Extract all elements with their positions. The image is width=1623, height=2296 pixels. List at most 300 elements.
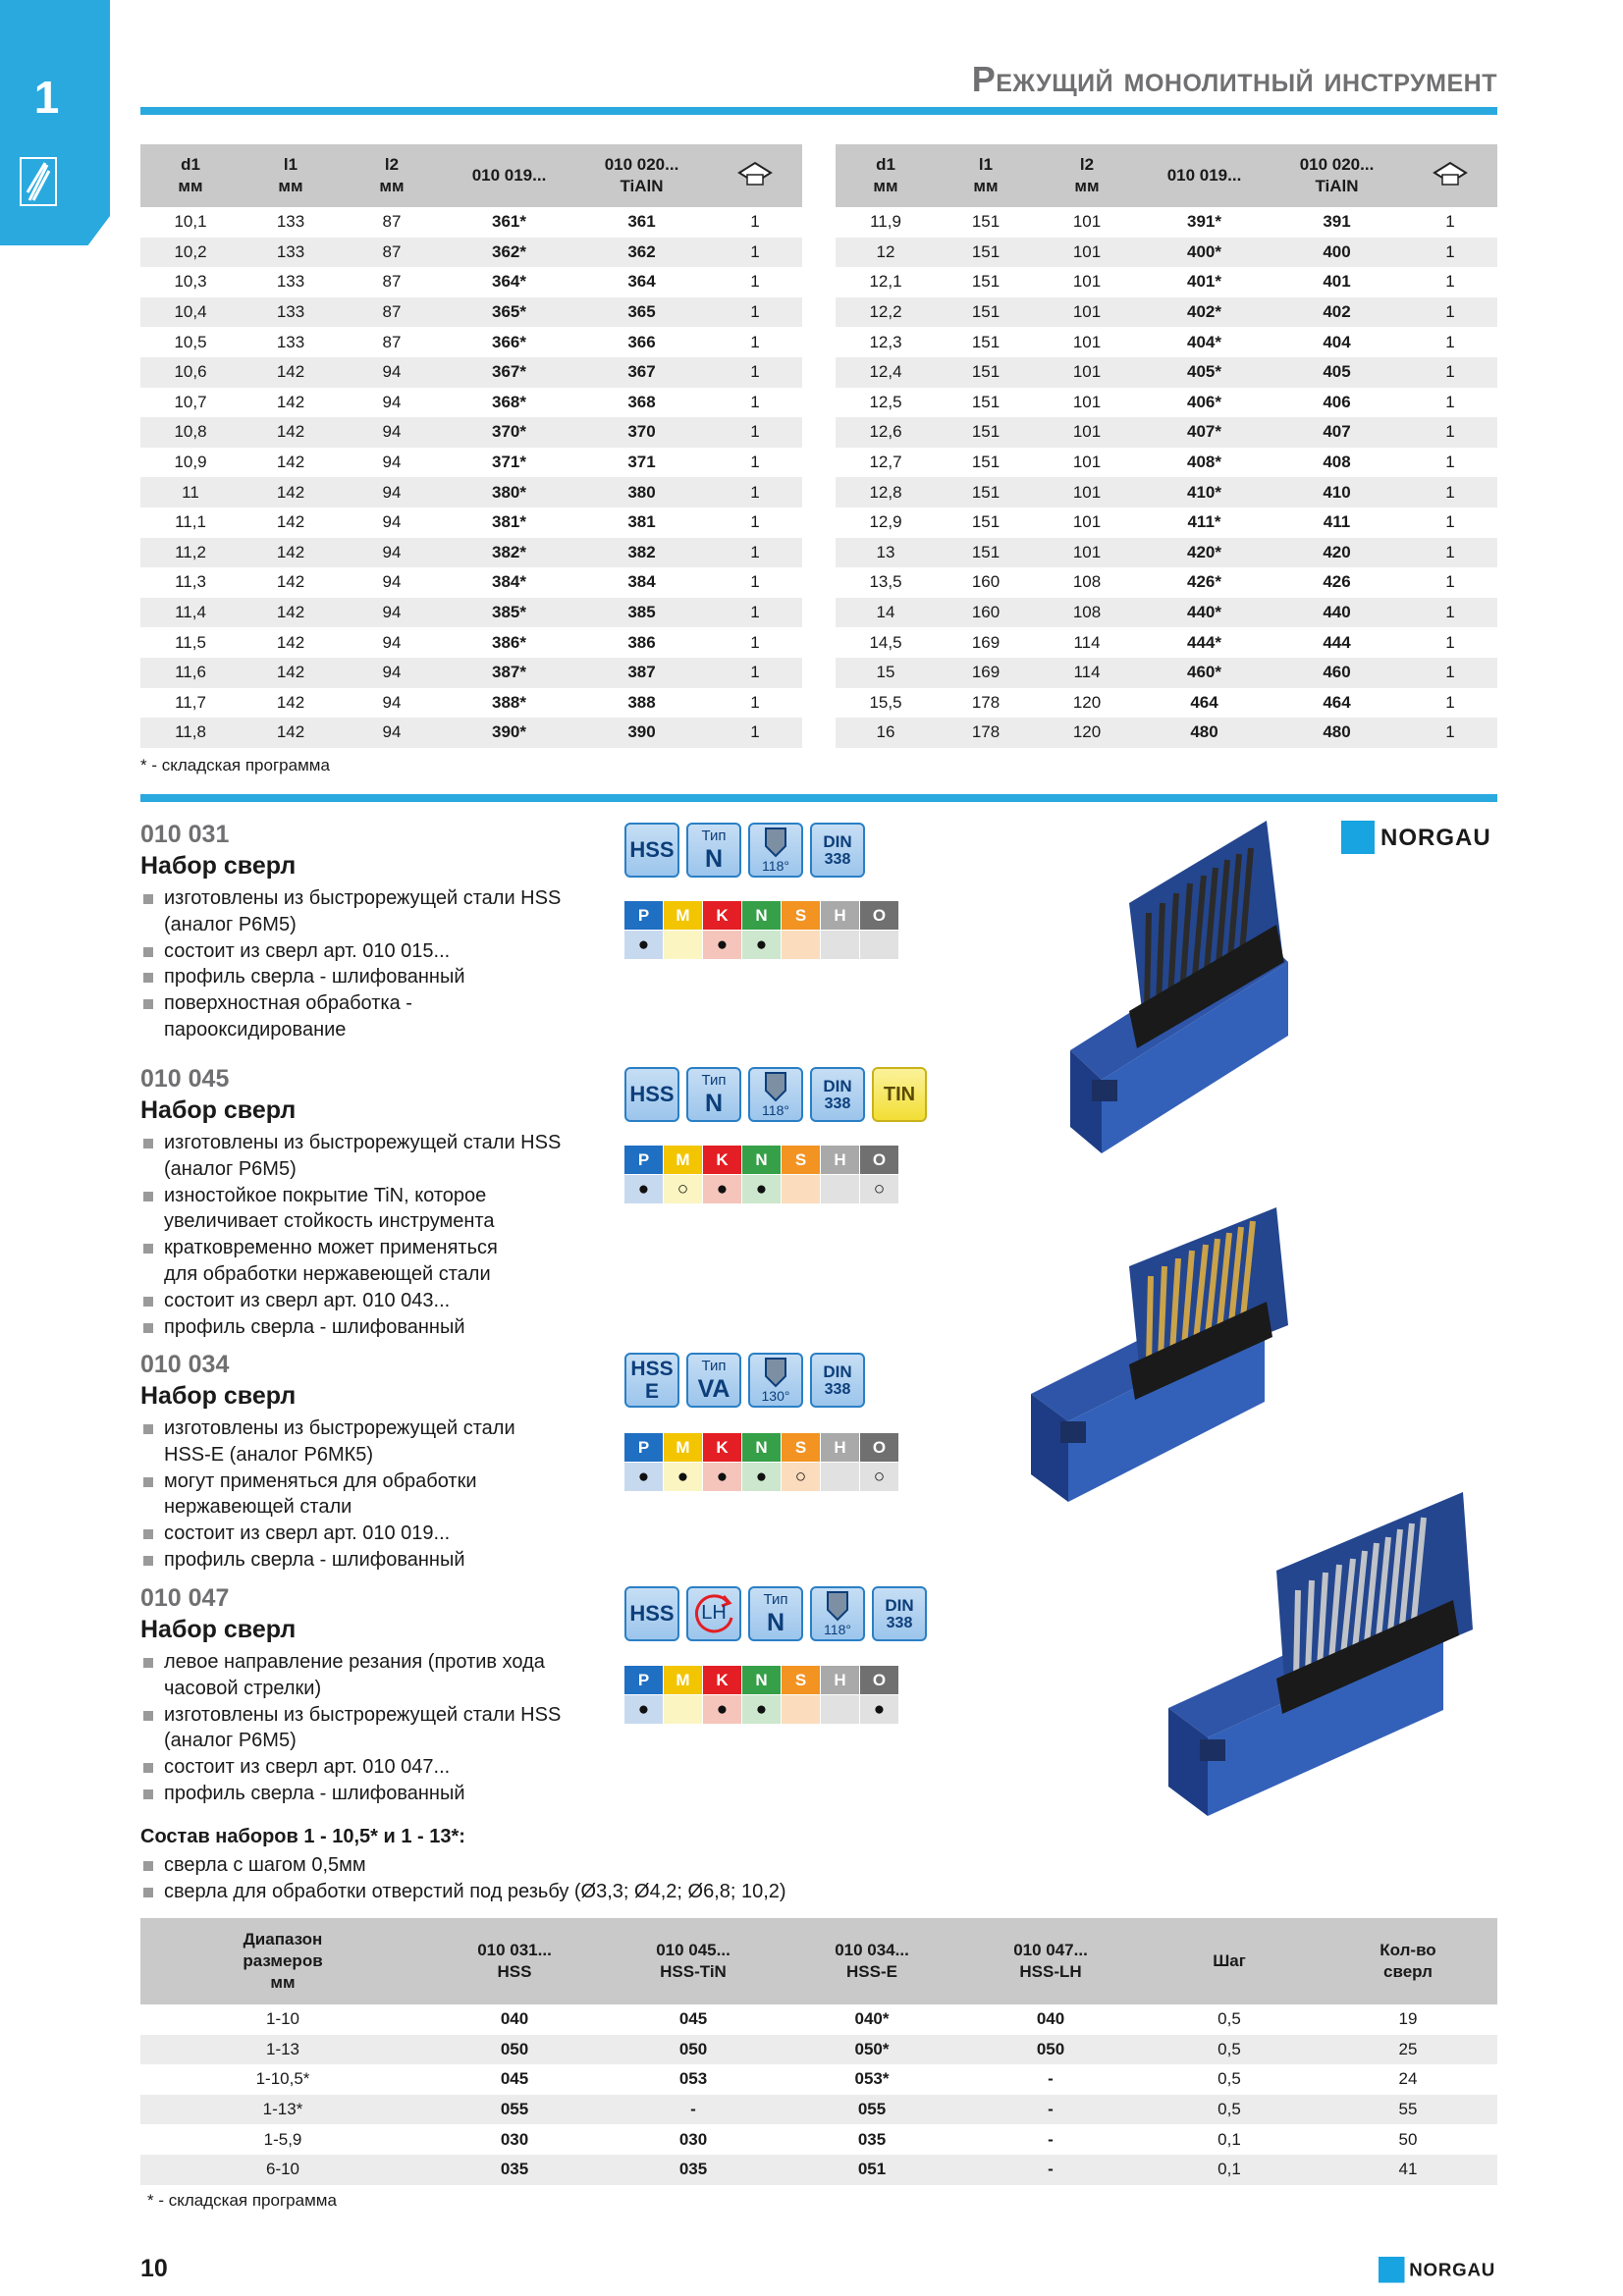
table-cell: 11,1	[175, 512, 206, 532]
table-cell: 120	[1072, 692, 1102, 712]
table-row	[140, 327, 802, 357]
table-cell: 151	[971, 453, 1001, 472]
table-cell: 444	[1323, 632, 1351, 652]
table-cell: 94	[341, 658, 443, 688]
material-S-suitability	[782, 1695, 820, 1724]
table-cell: 0,1	[1217, 2129, 1241, 2149]
table-cell: 406	[1323, 392, 1351, 411]
material-H-suitability	[821, 1175, 859, 1203]
table-cell: 10,1	[174, 212, 207, 232]
table-cell: 045	[500, 2069, 529, 2089]
table-cell: 404	[1323, 332, 1351, 351]
material-S-label: S	[782, 1146, 820, 1174]
section-rule	[140, 794, 1497, 802]
table-cell: 366	[627, 332, 656, 351]
material-O-suitability: ○	[860, 1463, 898, 1491]
composition-item: сверла для обработки отверстий под резьбу (Ø3,3; Ø4,2; Ø6,8; 10,2)	[143, 1879, 929, 1905]
table-row	[140, 448, 802, 478]
table-row	[140, 507, 802, 538]
table-cell: 178	[936, 718, 1036, 748]
material-M-label: M	[664, 1666, 702, 1694]
table-cell: 385*	[443, 598, 575, 628]
drill-set-case-gold-image	[1011, 1207, 1345, 1522]
table-cell: 391	[1323, 212, 1351, 232]
table-cell: 1	[708, 357, 802, 388]
table-cell: 371	[627, 453, 656, 472]
table-row	[140, 357, 802, 388]
table-cell: 41	[1319, 2155, 1497, 2185]
table-cell: 142	[276, 572, 305, 592]
feature-item: профиль сверла - шлифованный	[143, 1314, 634, 1341]
material-S-suitability	[782, 1175, 820, 1203]
table-cell: 1-10	[265, 2009, 300, 2029]
table-row	[836, 327, 1497, 357]
table-cell: 1	[750, 212, 760, 232]
table-cell: 420*	[1138, 538, 1271, 568]
table-cell: 390	[575, 718, 708, 748]
product-name: Набор сверл	[140, 1096, 297, 1124]
drill-table-left	[140, 144, 802, 748]
table-row	[140, 267, 802, 297]
table-cell: 1	[1403, 598, 1497, 628]
table-cell: 440*	[1138, 598, 1271, 628]
table-cell: 55	[1319, 2095, 1497, 2125]
table-cell: 1	[1403, 357, 1497, 388]
table-cell: 040*	[854, 2009, 890, 2029]
logo-square-icon	[1379, 2257, 1405, 2283]
table-cell: 401	[1323, 272, 1351, 292]
table-row	[140, 2155, 1497, 2185]
table-cell: 402*	[1138, 297, 1271, 328]
material-M-label: M	[664, 901, 702, 930]
product-code: 010 047	[140, 1584, 230, 1612]
table-cell: 050	[604, 2035, 783, 2065]
din-badge: DIN 338	[810, 1067, 865, 1122]
table-cell: 404*	[1187, 332, 1221, 351]
table-cell: -	[961, 2155, 1140, 2185]
table-cell: 16	[836, 718, 936, 748]
table-cell: 10,9	[174, 453, 207, 472]
material-N-suitability: ●	[742, 931, 781, 959]
feature-item: профиль сверла - шлифованный	[143, 1781, 634, 1807]
table-cell: -	[961, 2095, 1140, 2125]
table-cell: 160	[971, 572, 1001, 592]
feature-item: (аналог Р6М5)	[164, 1157, 297, 1180]
table-row	[836, 267, 1497, 297]
table-cell: 94	[382, 453, 402, 472]
table-cell: 1	[1403, 658, 1497, 688]
table-cell: 1	[708, 417, 802, 448]
table-cell: 142	[276, 632, 305, 652]
table-cell: 169	[971, 632, 1001, 652]
table-cell: 94	[341, 357, 443, 388]
table-cell: 1	[708, 238, 802, 268]
table-cell: 101	[1036, 357, 1138, 388]
table-cell: 364	[627, 272, 656, 292]
table-cell: 151	[936, 417, 1036, 448]
table-cell: 367*	[443, 357, 575, 388]
table-cell: 11,9	[870, 212, 901, 232]
table-cell: 0,5	[1140, 2095, 1319, 2125]
table-cell: 1	[708, 477, 802, 507]
table-cell: 87	[382, 272, 402, 292]
material-O-suitability: ●	[860, 1695, 898, 1724]
table-cell: 19	[1398, 2009, 1418, 2029]
table-cell: 407	[1271, 417, 1403, 448]
column-header: 010 045... HSS-TiN	[604, 1918, 783, 2004]
table-cell: 053*	[854, 2069, 890, 2089]
page-number: 10	[140, 2255, 168, 2282]
table-cell: 108	[1036, 598, 1138, 628]
table-cell: 142	[241, 598, 341, 628]
material-P-suitability: ●	[624, 1695, 663, 1724]
table-cell: 407*	[1138, 417, 1271, 448]
table-cell: 380*	[443, 477, 575, 507]
table-cell: 1	[1403, 538, 1497, 568]
table-cell: 94	[341, 718, 443, 748]
material-S-label: S	[782, 901, 820, 930]
table-cell: 133	[276, 332, 305, 351]
table-cell: 151	[971, 272, 1001, 292]
table-cell: 87	[382, 212, 402, 232]
table-cell: 1	[1445, 392, 1455, 411]
table-cell: 1	[1403, 477, 1497, 507]
table-cell: 1	[1403, 718, 1497, 748]
table-cell: 11,8	[140, 718, 241, 748]
table-cell: 055	[425, 2095, 604, 2125]
table-row	[836, 507, 1497, 538]
table-cell: 1	[750, 572, 760, 592]
table-row	[836, 297, 1497, 328]
table-cell: 410*	[1138, 477, 1271, 507]
table-cell: 464	[1190, 692, 1218, 712]
header-rule	[140, 107, 1497, 115]
material-P-suitability: ●	[624, 1463, 663, 1491]
table-cell: 101	[1072, 392, 1102, 411]
table-cell: 1-5,9	[263, 2129, 302, 2149]
material-N-label: N	[742, 1146, 781, 1174]
type-badge: Тип VA	[686, 1353, 741, 1408]
table-cell: 14	[836, 598, 936, 628]
material-O-suitability	[860, 931, 898, 959]
table-cell: 051	[783, 2155, 961, 2185]
tin-coating-badge: TIN	[872, 1067, 927, 1122]
table-cell: 101	[1072, 332, 1102, 351]
material-M-suitability	[664, 1695, 702, 1724]
table-cell: 1	[750, 272, 760, 292]
table-cell: 405	[1271, 357, 1403, 388]
table-cell: 380	[575, 477, 708, 507]
table-cell: 1	[1445, 453, 1455, 472]
product-features	[143, 1415, 634, 1574]
material-K-suitability: ●	[703, 931, 741, 959]
table-cell: 50	[1398, 2129, 1418, 2149]
table-row	[836, 627, 1497, 658]
table-cell: 178	[971, 692, 1001, 712]
table-cell: 12,3	[869, 332, 902, 351]
table-row	[836, 477, 1497, 507]
stock-note: * - складская программа	[140, 756, 330, 774]
table-cell: 15	[836, 658, 936, 688]
feature-item: для обработки нержавеющей стали	[164, 1262, 491, 1285]
table-row	[140, 2035, 1497, 2065]
table-cell: 1	[708, 718, 802, 748]
table-cell: 94	[382, 572, 402, 592]
table-cell: 1	[708, 598, 802, 628]
column-header: 010 020... TiAlN	[1271, 144, 1403, 207]
product-features	[143, 1649, 634, 1807]
table-row	[140, 688, 802, 719]
chapter-number: 1	[33, 72, 60, 123]
material-N-label: N	[742, 901, 781, 930]
product-name: Набор сверл	[140, 1616, 297, 1643]
material-P-suitability: ●	[624, 931, 663, 959]
table-cell: 035	[425, 2155, 604, 2185]
table-cell: 030	[500, 2129, 529, 2149]
table-cell: 362	[575, 238, 708, 268]
table-cell: 108	[1072, 572, 1102, 592]
table-cell: 142	[241, 477, 341, 507]
material-H-label: H	[821, 1433, 859, 1462]
table-row	[836, 388, 1497, 418]
table-cell: 402	[1271, 297, 1403, 328]
material-P-label: P	[624, 1666, 663, 1694]
feature-item: состоит из сверл арт. 010 047...	[143, 1754, 634, 1781]
feature-item: состоит из сверл арт. 010 015...	[143, 938, 634, 965]
table-cell: 050	[961, 2035, 1140, 2065]
table-cell: 1	[708, 538, 802, 568]
table-cell: 11,3	[175, 572, 206, 592]
type-badge: Тип N	[686, 823, 741, 878]
table-cell: 87	[341, 297, 443, 328]
table-cell: 1	[1445, 632, 1455, 652]
table-cell: 142	[241, 658, 341, 688]
din-badge: DIN 338	[810, 823, 865, 878]
table-cell: 381	[627, 512, 656, 532]
table-cell: 386*	[492, 632, 526, 652]
feature-item: увеличивает стойкость инструмента	[164, 1210, 495, 1233]
table-cell: 101	[1036, 538, 1138, 568]
feature-item: изготовлены из быстрорежущей стали HSS	[143, 1702, 634, 1729]
table-cell: 114	[1036, 658, 1138, 688]
table-cell: 386	[627, 632, 656, 652]
table-row	[140, 2004, 1497, 2035]
table-cell: 142	[276, 512, 305, 532]
table-cell: 12,4	[836, 357, 936, 388]
table-cell: 1	[1403, 297, 1497, 328]
table-cell: 426*	[1187, 572, 1221, 592]
hss-badge: HSS	[624, 1067, 679, 1122]
material-K-label: K	[703, 901, 741, 930]
table-row	[140, 207, 802, 238]
table-cell: 12,8	[836, 477, 936, 507]
table-cell: 387*	[443, 658, 575, 688]
table-cell: 1	[1445, 272, 1455, 292]
column-header: 010 047... HSS-LH	[961, 1918, 1140, 2004]
table-cell: 101	[1036, 297, 1138, 328]
table-cell: 114	[1073, 632, 1101, 652]
feature-item: левое направление резания (против хода	[143, 1649, 634, 1676]
table-cell: 440	[1271, 598, 1403, 628]
table-cell: 10,8	[140, 417, 241, 448]
product-features	[143, 1130, 634, 1340]
table-row	[140, 2064, 1497, 2095]
product-code: 010 031	[140, 821, 230, 848]
table-cell: 385	[575, 598, 708, 628]
table-cell: 142	[276, 453, 305, 472]
column-header: l2 мм	[341, 144, 443, 207]
table-cell: 11,7	[175, 692, 206, 712]
drill-table-right	[836, 144, 1497, 748]
table-cell: 365	[575, 297, 708, 328]
table-cell: 400*	[1138, 238, 1271, 268]
table-cell: 15,5	[869, 692, 902, 712]
table-cell: 101	[1036, 477, 1138, 507]
feature-item: состоит из сверл арт. 010 043...	[143, 1288, 634, 1314]
material-P-label: P	[624, 901, 663, 930]
stock-note: * - складская программа	[147, 2191, 337, 2210]
table-cell: 040	[1036, 2009, 1065, 2029]
table-cell: 151	[971, 332, 1001, 351]
table-cell: 361*	[492, 212, 526, 232]
table-cell: 0,1	[1140, 2155, 1319, 2185]
table-cell: 390*	[443, 718, 575, 748]
table-cell: 12,7	[869, 453, 902, 472]
table-cell: 11	[140, 477, 241, 507]
column-header	[708, 144, 802, 207]
table-cell: 1	[750, 692, 760, 712]
column-header: d1 мм	[836, 144, 936, 207]
table-cell: 24	[1398, 2069, 1418, 2089]
column-header: d1 мм	[140, 144, 241, 207]
column-header: Диапазон размеров мм	[140, 1918, 425, 2004]
feature-item: профиль сверла - шлифованный	[143, 964, 634, 990]
table-cell: 11,5	[175, 632, 206, 652]
feature-item: нержавеющей стали	[164, 1496, 352, 1519]
table-cell: 94	[341, 477, 443, 507]
table-cell: 133	[241, 238, 341, 268]
table-cell: 151	[936, 297, 1036, 328]
table-cell: 410	[1271, 477, 1403, 507]
table-cell: 94	[382, 632, 402, 652]
table-cell: 1	[708, 658, 802, 688]
hss-badge: HSS	[624, 1586, 679, 1641]
table-cell: 25	[1319, 2035, 1497, 2065]
table-row	[140, 388, 802, 418]
table-cell: 133	[241, 297, 341, 328]
product-name: Набор сверл	[140, 852, 297, 880]
table-cell: 10,2	[140, 238, 241, 268]
table-row	[140, 2124, 1497, 2155]
table-cell: 1-13	[140, 2035, 425, 2065]
table-cell: 480	[1271, 718, 1403, 748]
table-cell: 142	[241, 718, 341, 748]
feature-item: кратковременно может применяться	[143, 1235, 634, 1261]
composition-item: сверла с шагом 0,5мм	[143, 1852, 929, 1879]
table-cell: 0,5	[1217, 2069, 1241, 2089]
material-M-suitability	[664, 931, 702, 959]
feature-item: изготовлены из быстрорежущей стали HSS	[143, 1130, 634, 1156]
table-cell: 381*	[492, 512, 526, 532]
material-H-label: H	[821, 1146, 859, 1174]
table-cell: 10,4	[140, 297, 241, 328]
table-row	[836, 238, 1497, 268]
material-N-suitability: ●	[742, 1695, 781, 1724]
table-cell: 151	[936, 238, 1036, 268]
table-cell: 364*	[492, 272, 526, 292]
type-badge: Тип N	[748, 1586, 803, 1641]
table-cell: 94	[382, 392, 402, 411]
table-cell: 464	[1323, 692, 1351, 712]
table-cell: 151	[971, 392, 1001, 411]
table-cell: 055	[783, 2095, 961, 2125]
table-header-row	[140, 144, 802, 207]
column-header	[1403, 144, 1497, 207]
point-angle-badge: 130°	[748, 1353, 803, 1408]
material-M-suitability: ●	[664, 1463, 702, 1491]
norgau-logo: NORGAU	[1341, 821, 1498, 854]
table-row	[140, 417, 802, 448]
table-cell: 11,2	[140, 538, 241, 568]
table-row	[140, 658, 802, 688]
column-header: l2 мм	[1036, 144, 1138, 207]
table-cell: 160	[936, 598, 1036, 628]
column-header: 010 019...	[443, 144, 575, 207]
table-row	[836, 567, 1497, 598]
material-N-label: N	[742, 1433, 781, 1462]
material-K-suitability: ●	[703, 1175, 741, 1203]
feature-item: изготовлены из быстрорежущей стали	[143, 1415, 634, 1442]
table-cell: 388	[627, 692, 656, 712]
table-row	[836, 538, 1497, 568]
feature-item: профиль сверла - шлифованный	[143, 1547, 634, 1574]
point-angle-badge: 118°	[810, 1586, 865, 1641]
table-cell: 384	[627, 572, 656, 592]
table-cell: 151	[936, 477, 1036, 507]
table-cell: 460	[1271, 658, 1403, 688]
table-cell: 0,5	[1140, 2035, 1319, 2065]
material-K-suitability: ●	[703, 1695, 741, 1724]
table-cell: 382	[575, 538, 708, 568]
table-cell: 94	[341, 538, 443, 568]
table-cell: 94	[341, 598, 443, 628]
table-cell: 142	[276, 692, 305, 712]
table-cell: 030	[678, 2129, 708, 2149]
sets-composition-title: Состав наборов 1 - 10,5* и 1 - 13*:	[140, 1826, 465, 1847]
table-cell: 368*	[492, 392, 526, 411]
table-cell: 10,3	[174, 272, 207, 292]
sets-composition-list	[143, 1852, 929, 1905]
table-header-row	[140, 1918, 1497, 2004]
table-cell: 151	[936, 357, 1036, 388]
table-cell: 362*	[443, 238, 575, 268]
table-cell: 460*	[1138, 658, 1271, 688]
point-angle-badge: 118°	[748, 823, 803, 878]
table-cell: 391*	[1187, 212, 1221, 232]
column-header: l1 мм	[936, 144, 1036, 207]
table-cell: 420	[1271, 538, 1403, 568]
table-cell: 050	[425, 2035, 604, 2065]
column-header: 010 031... HSS	[425, 1918, 604, 2004]
table-row	[140, 598, 802, 628]
table-row	[836, 598, 1497, 628]
table-cell: 053	[678, 2069, 708, 2089]
table-cell: 142	[241, 357, 341, 388]
table-cell: 370*	[443, 417, 575, 448]
table-cell: 94	[382, 512, 402, 532]
table-cell: 1	[750, 453, 760, 472]
table-cell: 1	[1445, 572, 1455, 592]
